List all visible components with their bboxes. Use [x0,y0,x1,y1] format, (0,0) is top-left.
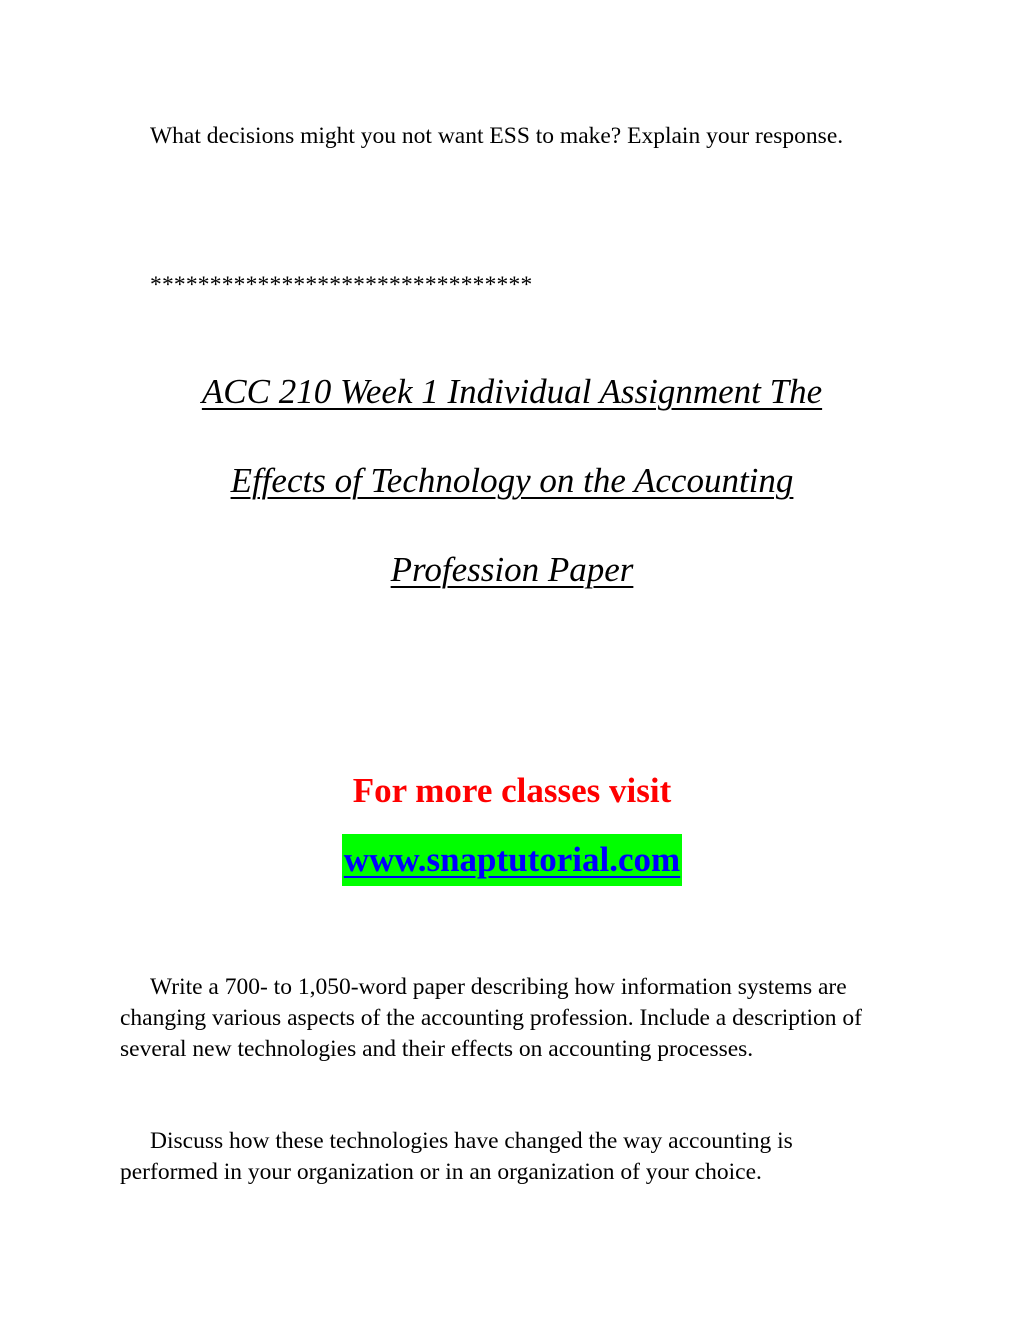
assignment-title-text-1: ACC 210 Week 1 Individual Assignment The [201,372,823,411]
intro-question-paragraph: What decisions might you not want ESS to make? Explain your response. [150,123,844,149]
assignment-title-line-3 [0,548,1024,592]
assignment-title-text-3: Profession Paper [390,550,634,589]
discussion-paragraph: Discuss how these technologies have changed the way accounting is performed in your organization or in an organization of your choice. [120,1128,793,1185]
instructions-paragraph: Write a 700- to 1,050-word paper describing how information systems are changing various aspects of the accounting profession. Include a description of several new technologies and their effects on accounting processes. [120,974,862,1062]
promo-link-row [0,834,1024,886]
assignment-title-line-1 [0,370,1024,414]
snaptutorial-link[interactable]: www.snaptutorial.com [343,840,681,879]
assignment-title-line-2 [0,459,1024,503]
asterisk-separator: ******************************** [150,272,533,298]
promo-link-highlight [342,834,682,886]
promo-text: For more classes visit [352,771,672,810]
assignment-title-text-2: Effects of Technology on the Accounting [230,461,794,500]
